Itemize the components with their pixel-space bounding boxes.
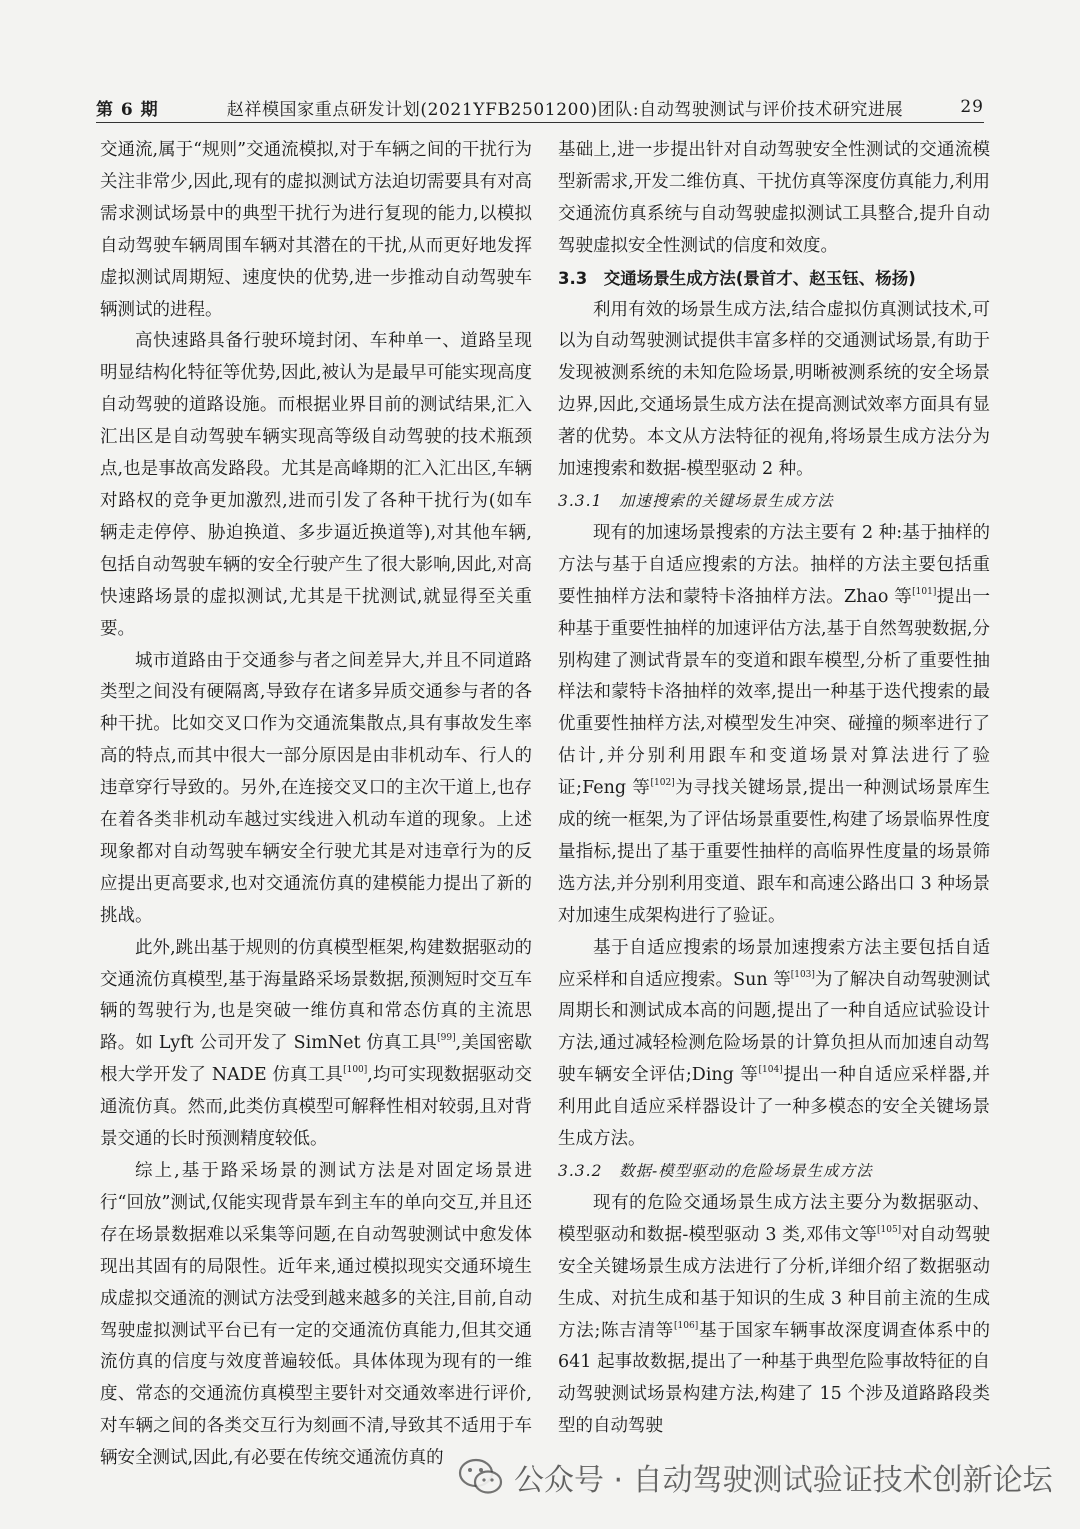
paragraph: 基础上,进一步提出针对自动驾驶安全性测试的交通流模型新需求,开发二维仿真、干扰仿真等深度仿真能力,利用交通流仿真系统与自动驾驶虚拟测试工具整合,提升自动驾驶虚拟安全性测试的信度和效度。 [558, 140, 990, 256]
watermark-text: 公众号 · 自动驾驶测试验证技术创新论坛 [514, 1463, 1053, 1498]
text-run: 为寻找关键场景,提出一种测试场景库生成的统一框架,为了评估场景重要性,构建了场景临界性度量指标,提出了基于重要性抽样的高临界性度量的场景筛选方法,并分别利用变道、跟车和高速公路出口 3 种场景对加速生成架构进行了验证。 [558, 778, 990, 926]
text-run: 现有的危险交通场景生成方法主要分为数据驱动、模型驱动和数据-模型驱动 3 类,邓伟文等 [558, 1192, 990, 1245]
text-run: 此外,跳出基于规则的仿真模型框架,构建数据驱动的交通流仿真模型,基于海量路采场景数据,预测短时交互车辆的驾驶行为,也是突破一维仿真和常态仿真的主流思路。如 Lyft 公司开发了 SimNet 仿真工具 [100, 937, 532, 1054]
paragraph: 利用有效的场景生成方法,结合虚拟仿真测试技术,可以为自动驾驶测试提供丰富多样的交通测试场景,有助于发现被测系统的未知危险场景,明晰被测系统的安全场景边界,因此,交通场景生成方法在提高测试效率方面具有显著的优势。本文从方法特征的视角,将场景生成方法分为加速搜索和数据-模型驱动 2 种。 [558, 299, 990, 480]
text-run: ,均可实现数据驱动交通流仿真。然而,此类仿真模型可解释性相对较弱,且对背景交通的长时预测精度较低。 [100, 1065, 532, 1150]
citation: [103] [790, 969, 815, 980]
paragraph: 交通流,属于“规则”交通流模拟,对于车辆之间的干扰行为关注非常少,因此,现有的虚拟测试方法迫切需要具有对高需求测试场景中的典型干扰行为进行复现的能力,以模拟自动驾驶车辆周围车辆对其潜在的干扰,从而更好地发挥虚拟测试周期短、速度快的优势,进一步推动自动驾驶车辆测试的进程。 [100, 140, 532, 320]
left-column [100, 135, 532, 1475]
subsection-heading: 3.3.1 加速搜索的关键场景生成方法 [558, 491, 834, 510]
text-run: 对自动驾驶安全关键场景生成方法进行了分析,详细介绍了数据驱动生成、对抗生成和基于知识的生成 3 种目前主流的生成方法;陈吉清等 [558, 1224, 990, 1341]
citation: [106] [674, 1320, 699, 1331]
text-run: 现有的加速场景搜索的方法主要有 2 种:基于抽样的方法与基于自适应搜索的方法。抽样的方法主要包括重要性抽样方法和蒙特卡洛抽样方法。Zhao 等 [558, 522, 990, 607]
citation: [102] [650, 778, 675, 789]
text-run: 为了解决自动驾驶测试周期长和测试成本高的问题,提出了一种自适应试验设计方法,通过减轻检测危险场景的计算负担从而加速自动驾驶车辆安全评估;Ding 等 [558, 969, 990, 1086]
citation: [101] [912, 586, 937, 597]
paragraph [558, 1188, 990, 1443]
header-title: 赵祥模国家重点研发计划(2021YFB2501200)团队:自动驾驶测试与评价技术研究进展 [226, 99, 904, 120]
citation: [99] [437, 1033, 456, 1044]
paragraph: 城市道路由于交通参与者之间差异大,并且不同道路类型之间没有硬隔离,导致存在诸多异质交通参与者的各种干扰。比如交叉口作为交通流集散点,具有事故发生率高的特点,而其中很大一部分原因是由非机动车、行人的违章穿行导致的。另外,在连接交叉口的主次干道上,也存在着各类非机动车越过实线进入机动车道的现象。上述现象都对自动驾驶车辆安全行驶尤其是对违章行为的反应提出更高要求,也对交通流仿真的建模能力提出了新的挑战。 [100, 650, 532, 926]
watermark [458, 1452, 1058, 1502]
citation: [105] [876, 1224, 902, 1235]
paragraph: 综上,基于路采场景的测试方法是对固定场景进行“回放”测试,仅能实现背景车到主车的单向交互,并且还存在场景数据难以采集等问题,在自动驾驶测试中愈发体现出其固有的局限性。近年来,通过模拟现实交通环境生成虚拟交通流的测试方法受到越来越多的关注,目前,自动驾驶虚拟测试平台已有一定的交通流仿真能力,但其交通流仿真的信度与效度普遍较低。具体体现为现有的一维度、常态的交通流仿真模型主要针对交通效率进行评价,对车辆之间的各类交互行为刻画不清,导致其不适用于车辆安全测试,因此,有必要在传统交通流仿真的 [100, 1161, 532, 1469]
text-run: 提出一种自适应采样器,并利用此自适应采样器设计了一种多模态的安全关键场景生成方法。 [558, 1065, 991, 1150]
text-run: ,美国密歇根大学开发了 NADE 仿真工具 [100, 1033, 533, 1086]
citation: [100] [343, 1065, 368, 1076]
subsection-heading: 3.3.2 数据-模型驱动的危险场景生成方法 [558, 1162, 873, 1180]
text-run: 提出一种基于重要性抽样的加速评估方法,基于自然驾驶数据,分别构建了测试背景车的变道和跟车模型,分析了重要性抽样法和蒙特卡洛抽样的效率,提出一种基于迭代搜索的最优重要性抽样方法,对模型发生冲突、碰撞的频率进行了估计,并分别利用跟车和变道场景对算法进行了验证;Feng 等 [558, 586, 990, 799]
running-header [96, 92, 984, 123]
text-run: 基于国家车辆事故深度调查体系中的 641 起事故数据,提出了一种基于典型危险事故特征的自动驾驶测试场景构建方法,构建了 15 个涉及道路路段类型的自动驾驶 [558, 1320, 990, 1437]
paragraph [100, 933, 532, 1156]
text-run: 基于自适应搜索的场景加速搜索方法主要包括自适应采样和自适应搜索。Sun 等 [558, 937, 990, 990]
right-column [558, 135, 990, 1443]
citation: [104] [758, 1065, 783, 1076]
wechat-icon [458, 1457, 504, 1497]
paragraph: 高快速路具备行驶环境封闭、车种单一、道路呈现明显结构化特征等优势,因此,被认为是最早可能实现高度自动驾驶的道路设施。而根据业界目前的测试结果,汇入汇出区是自动驾驶车辆实现高等级自动驾驶的技术瓶颈点,也是事故高发路段。尤其是高峰期的汇入汇出区,车辆对路权的竞争更加激烈,进而引发了各种干扰行为(如车辆走走停停、胁迫换道、多步逼近换道等),对其他车辆,包括自动驾驶车辆的安全行驶产生了很大影响,因此,对高快速路场景的虚拟测试,尤其是干扰测试,就显得至关重要。 [100, 331, 532, 639]
paragraph [558, 518, 990, 933]
section-heading: 3.3 交通场景生成方法(景首才、赵玉钰、杨扬) [558, 268, 916, 288]
issue-number: 第 6 期 [96, 99, 159, 120]
paragraph [558, 933, 990, 1156]
page-number: 29 [960, 97, 984, 117]
